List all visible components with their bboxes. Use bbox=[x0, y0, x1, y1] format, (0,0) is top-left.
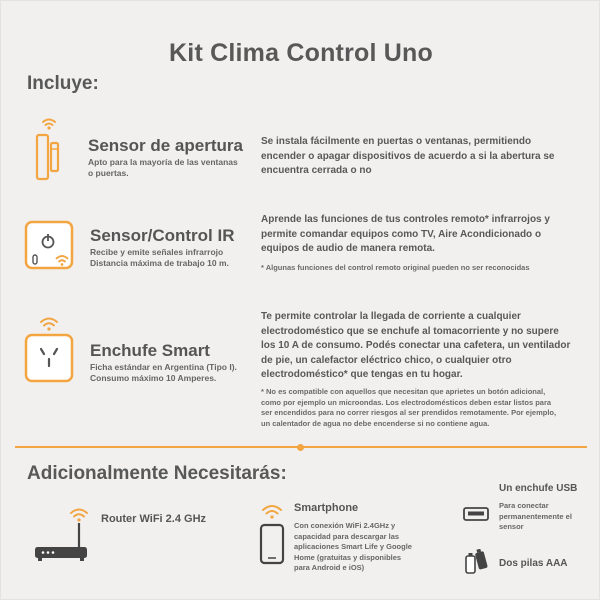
desc-line: Home (gratuitas y disponibles bbox=[294, 552, 402, 562]
desc-line: permite comandar equipos como TV, Aire Acondicionado o bbox=[261, 228, 542, 240]
page-title: Kit Clima Control Uno bbox=[169, 39, 433, 67]
item-note-sensor-ir: * Algunas funciones del control remoto original pueden no ser reconocidas bbox=[261, 263, 530, 272]
note-line: un calentador de agua no debe encenderse si no contiene agua. bbox=[261, 418, 490, 428]
desc-line: encuentra cerrada o no bbox=[261, 165, 372, 176]
desc-line: electrodoméstico que se enchufe al tomacorriente y no supere bbox=[261, 325, 559, 337]
desc-line: capacidad para descargar las bbox=[294, 531, 400, 541]
note-line: * No es compatible con aquellos que necesitan que aprietes un botón adicional, bbox=[261, 387, 546, 396]
usb-port-icon bbox=[463, 507, 489, 521]
divider-dot bbox=[297, 444, 304, 451]
smartphone-icon bbox=[259, 501, 285, 565]
batteries-label: Dos pilas AAA bbox=[499, 558, 568, 569]
desc-line: Aprende las funciones de tus controles remoto* infrarrojos y bbox=[261, 214, 550, 225]
sub-line: Recibe y emite señales infrarrojo bbox=[90, 247, 224, 257]
additional-heading: Adicionalmente Necesitarás: bbox=[27, 463, 287, 484]
desc-line: permanentemente el bbox=[499, 511, 572, 521]
note-line: como por ejemplo un microondas. Los electrodomésticos deben estar listos para bbox=[261, 397, 552, 407]
sub-line: Consumo máximo 10 Amperes. bbox=[90, 373, 217, 383]
desc-line: Se instala fácilmente en puertas o ventanas, permitiendo bbox=[261, 136, 532, 147]
desc-line: los 10 A de consumo. Podés conectar una cafetera, un ventilador bbox=[261, 340, 571, 351]
item-desc-sensor-ir bbox=[261, 213, 550, 257]
desc-line: electrodoméstico* que tengas en tu hogar. bbox=[261, 369, 463, 380]
item-sub-sensor-ir bbox=[90, 247, 229, 269]
includes-heading: Incluye: bbox=[27, 73, 99, 94]
item-sub-sensor-apertura bbox=[88, 157, 238, 179]
desc-line: de pie, un calefactor eléctrico chico, o cualquier otro bbox=[261, 354, 512, 366]
desc-line: para Android e iOS) bbox=[294, 563, 365, 572]
router-label: Router WiFi 2.4 GHz bbox=[101, 513, 207, 525]
item-note-enchufe bbox=[261, 387, 556, 429]
item-sub-enchufe bbox=[90, 362, 237, 384]
smart-plug-icon bbox=[23, 313, 75, 385]
desc-line: encender o apagar dispositivos de acuerdo a si la abertura se bbox=[261, 150, 555, 162]
item-desc-enchufe bbox=[261, 310, 570, 383]
sub-line: Distancia máxima de trabajo 10 m. bbox=[90, 258, 229, 268]
door-sensor-icon bbox=[31, 113, 71, 185]
item-title-sensor-ir: Sensor/Control IR bbox=[90, 226, 235, 245]
desc-line: equipos de audio de manera remota. bbox=[261, 243, 435, 254]
item-title-enchufe: Enchufe Smart bbox=[90, 341, 210, 360]
smartphone-label: Smartphone bbox=[294, 502, 359, 514]
ir-controller-icon bbox=[23, 219, 75, 271]
sub-line: o puertas. bbox=[88, 168, 129, 178]
desc-line: Te permite controlar la llegada de corriente a cualquier bbox=[261, 311, 521, 322]
desc-line: Para conectar bbox=[499, 501, 549, 510]
item-desc-sensor-apertura bbox=[261, 135, 554, 179]
usb-desc bbox=[499, 501, 572, 533]
battery-icon bbox=[463, 549, 491, 575]
desc-line: sensor bbox=[499, 522, 524, 531]
item-title-sensor-apertura: Sensor de apertura bbox=[88, 136, 243, 155]
sub-line: Ficha estándar en Argentina (Tipo I). bbox=[90, 362, 237, 372]
desc-line: aplicaciones Smart Life y Google bbox=[294, 542, 412, 551]
desc-line: Con conexión WiFi 2.4GHz y bbox=[294, 521, 396, 530]
smartphone-desc bbox=[294, 521, 412, 574]
router-icon bbox=[33, 503, 89, 563]
sub-line: Apto para la mayoría de las ventanas bbox=[88, 157, 238, 167]
usb-label: Un enchufe USB bbox=[499, 483, 578, 494]
note-line: ser encendidos para no correr riesgos al ser prendidos remotamente. Por ejemplo, bbox=[261, 408, 557, 417]
